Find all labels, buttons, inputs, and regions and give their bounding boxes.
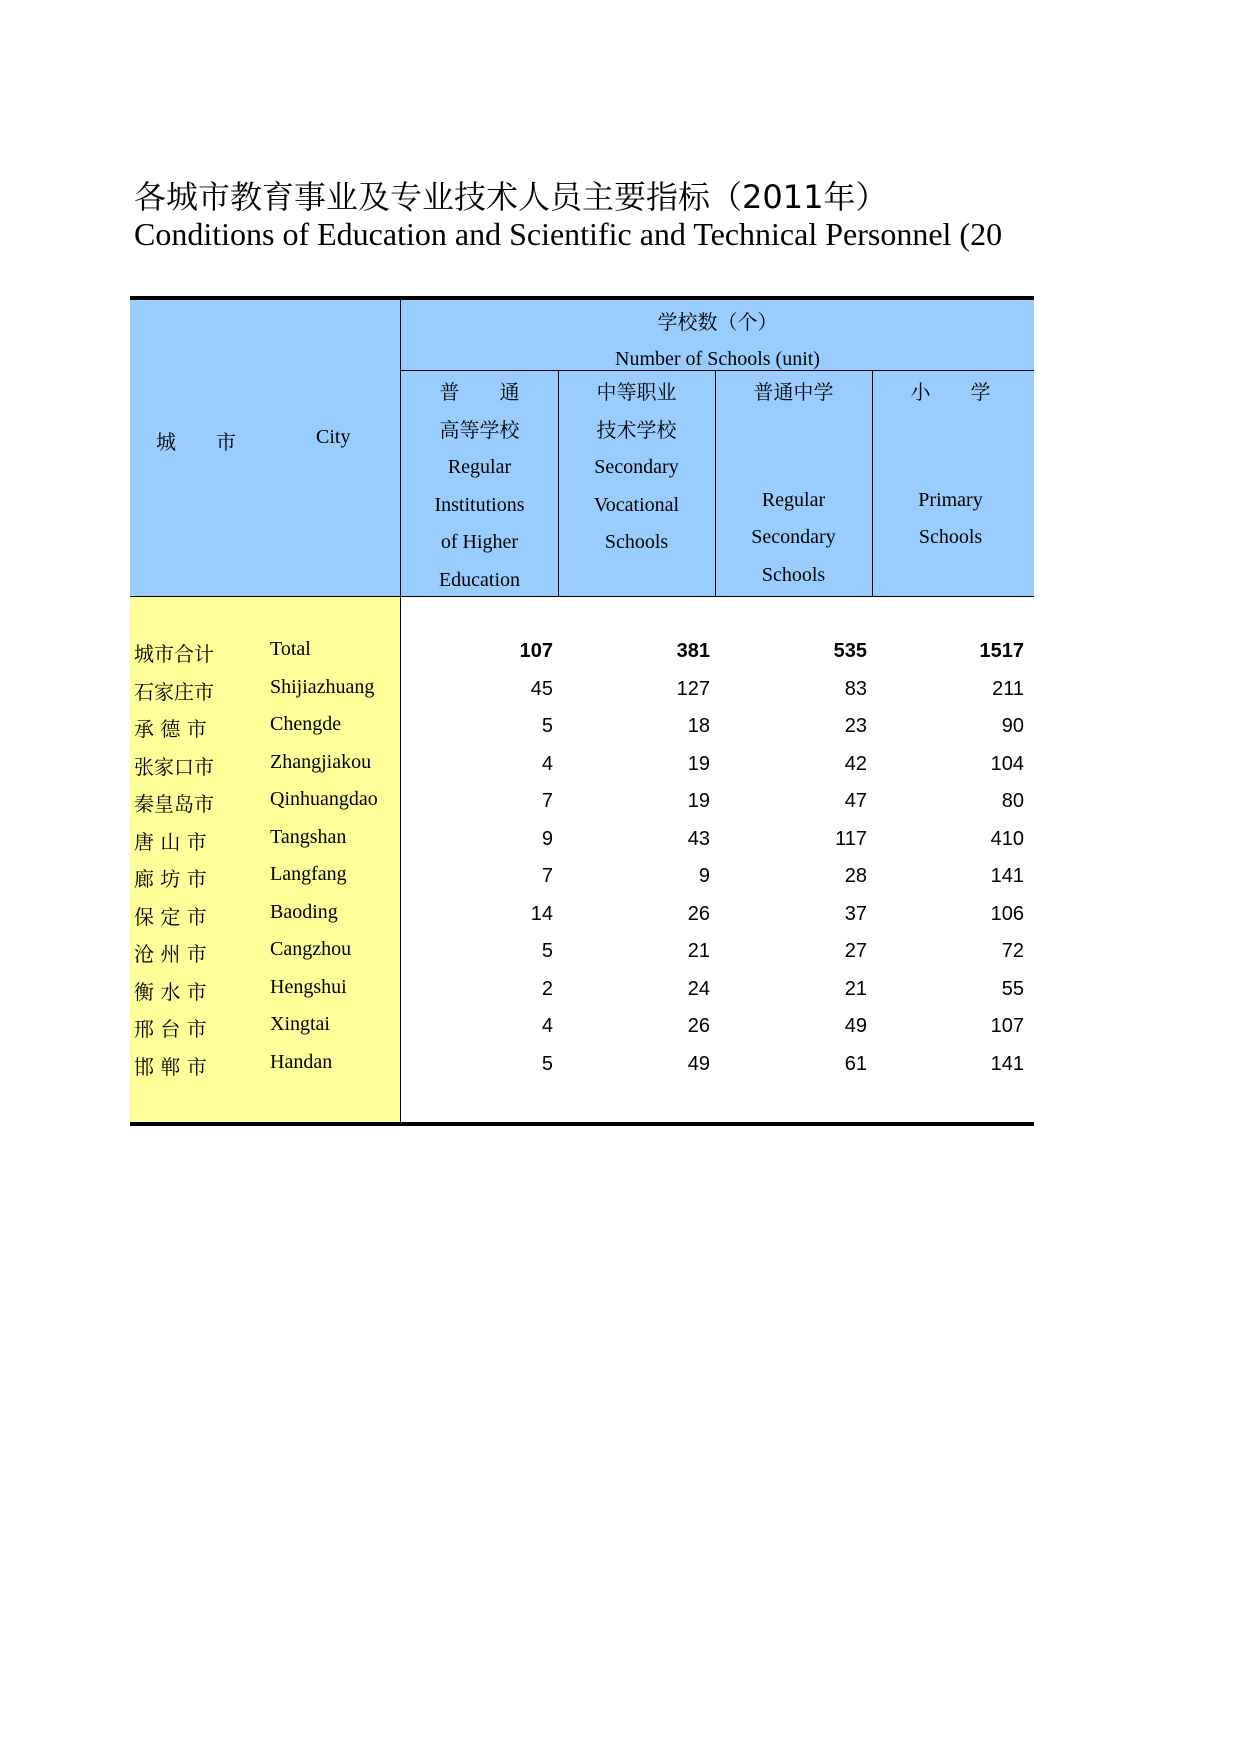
schools-group-header-cn: 学校数（个） [657, 310, 778, 334]
city-name-cn: 石家庄市 [134, 679, 214, 704]
value-cell: 7 [541, 790, 553, 812]
column-header-4-line-1: 小 学 [910, 380, 991, 404]
value-cell: 141 [990, 1052, 1024, 1075]
city-name-en: Baoding [270, 900, 338, 923]
value-cell: 83 [844, 677, 867, 700]
column-header-2-line-1: 中等职业 [596, 380, 677, 404]
city-name-en: Shijiazhuang [270, 675, 375, 698]
education-table [130, 296, 1034, 1126]
table-row [130, 970, 1034, 1008]
value-cell: 47 [844, 790, 867, 812]
value-cell: 26 [687, 1015, 710, 1037]
city-name-cn: 张家口市 [134, 754, 214, 779]
value-cell: 90 [1001, 715, 1024, 737]
value-cell: 49 [844, 1015, 867, 1037]
page-title-en-clip [134, 216, 1034, 264]
table-row [130, 857, 1034, 895]
table-row [130, 1007, 1034, 1045]
column-header-3-line-3: Regular [761, 488, 826, 511]
city-header-en: City [316, 426, 351, 448]
city-name-en: Tangshan [270, 825, 347, 848]
value-cell: 37 [844, 902, 867, 925]
city-name-en: Qinhuangdao [270, 788, 378, 810]
value-cell: 49 [687, 1052, 710, 1075]
table-top-rule [130, 296, 1034, 300]
city-name-en: Cangzhou [270, 938, 352, 960]
city-name-en: Xingtai [270, 1013, 330, 1035]
city-name-en: Langfang [270, 863, 347, 885]
column-header-2-line-2: 技术学校 [596, 417, 677, 442]
table-row [130, 670, 1034, 708]
value-cell: 5 [541, 715, 553, 737]
table-row [130, 782, 1034, 820]
value-cell: 127 [676, 677, 710, 700]
column-header-1-line-2: 高等学校 [439, 417, 520, 442]
value-cell: 42 [844, 752, 867, 775]
city-name-en: Total [270, 638, 311, 660]
value-cell: 117 [835, 827, 867, 850]
value-cell: 55 [1001, 977, 1024, 1000]
value-cell: 107 [519, 640, 553, 662]
value-cell: 43 [687, 827, 710, 850]
city-name-en: Chengde [270, 713, 342, 735]
city-name-cn: 城市合计 [134, 642, 214, 666]
city-name-cn: 衡 水 市 [134, 979, 207, 1004]
column-header-1-line-1: 普 通 [439, 380, 520, 404]
table-row [130, 745, 1034, 783]
column-header-2-line-4: Vocational [593, 493, 680, 516]
value-cell: 45 [530, 677, 553, 700]
city-name-cn: 廊 坊 市 [134, 867, 207, 891]
column-header-4-line-4: Schools [918, 526, 983, 548]
value-cell: 107 [990, 1015, 1024, 1037]
table-bottom-rule [130, 1122, 1034, 1126]
value-cell: 19 [687, 790, 710, 812]
table-row [130, 895, 1034, 933]
table-row [130, 820, 1034, 858]
value-cell: 9 [698, 865, 710, 887]
value-cell: 410 [990, 827, 1024, 850]
value-cell: 61 [844, 1052, 867, 1075]
column-header-4-line-3: Primary [918, 488, 983, 511]
city-name-cn: 保 定 市 [134, 904, 207, 929]
value-cell: 381 [676, 640, 710, 662]
column-header-2-line-3: Secondary [594, 456, 679, 478]
value-cell: 4 [541, 1015, 553, 1037]
value-cell: 72 [1001, 940, 1024, 962]
value-cell: 535 [833, 640, 867, 662]
city-name-en: Zhangjiakou [270, 750, 372, 773]
table-row [130, 707, 1034, 745]
page-title-en: Conditions of Education and Scientific and Technical Personnel (20 [134, 216, 1003, 252]
value-cell: 2 [541, 977, 553, 1000]
value-cell: 4 [541, 752, 553, 775]
value-cell: 9 [541, 827, 553, 850]
value-cell: 80 [1001, 790, 1024, 812]
table-row [130, 1045, 1034, 1083]
column-header-3-line-5: Schools [761, 563, 826, 586]
value-cell: 5 [541, 1052, 553, 1075]
value-cell: 24 [687, 977, 710, 1000]
value-cell: 21 [844, 977, 867, 1000]
value-cell: 7 [541, 865, 553, 887]
schools-group-header-en: Number of Schools (unit) [615, 348, 820, 370]
column-header-2-line-5: Schools [604, 531, 669, 553]
page-title-cn: 各城市教育事业及专业技术人员主要指标（2011年） [134, 178, 888, 216]
value-cell: 23 [844, 715, 867, 737]
city-name-en: Hengshui [270, 975, 347, 998]
column-header-1-line-3: Regular [447, 456, 512, 478]
city-name-en: Handan [270, 1050, 333, 1073]
table-row-total [130, 632, 1034, 670]
value-cell: 106 [990, 902, 1024, 925]
city-name-cn: 唐 山 市 [134, 829, 207, 854]
city-header-cn: 城 市 [156, 430, 236, 454]
city-name-cn: 沧 州 市 [134, 942, 207, 966]
value-cell: 14 [530, 902, 553, 925]
value-cell: 5 [541, 940, 553, 962]
value-cell: 211 [992, 677, 1024, 700]
value-cell: 28 [844, 865, 867, 887]
city-name-cn: 邯 郸 市 [134, 1054, 207, 1079]
value-cell: 27 [844, 940, 867, 962]
value-cell: 26 [687, 902, 710, 925]
value-cell: 21 [687, 940, 710, 962]
column-header-1-line-6: Education [438, 568, 521, 591]
value-cell: 141 [990, 865, 1024, 887]
column-header-1-line-4: Institutions [434, 493, 525, 516]
table-row [130, 932, 1034, 970]
city-name-cn: 秦皇岛市 [134, 792, 214, 816]
value-cell: 1517 [979, 640, 1024, 662]
column-header-3-line-4: Secondary [751, 526, 836, 548]
city-name-cn: 承 德 市 [134, 717, 207, 741]
city-name-cn: 邢 台 市 [134, 1017, 207, 1041]
value-cell: 104 [990, 752, 1024, 775]
column-header-1-line-5: of Higher [440, 531, 519, 553]
value-cell: 18 [687, 715, 710, 737]
value-cell: 19 [687, 752, 710, 775]
column-header-3-line-1: 普通中学 [753, 380, 834, 404]
header-bottom-line [130, 596, 1034, 597]
